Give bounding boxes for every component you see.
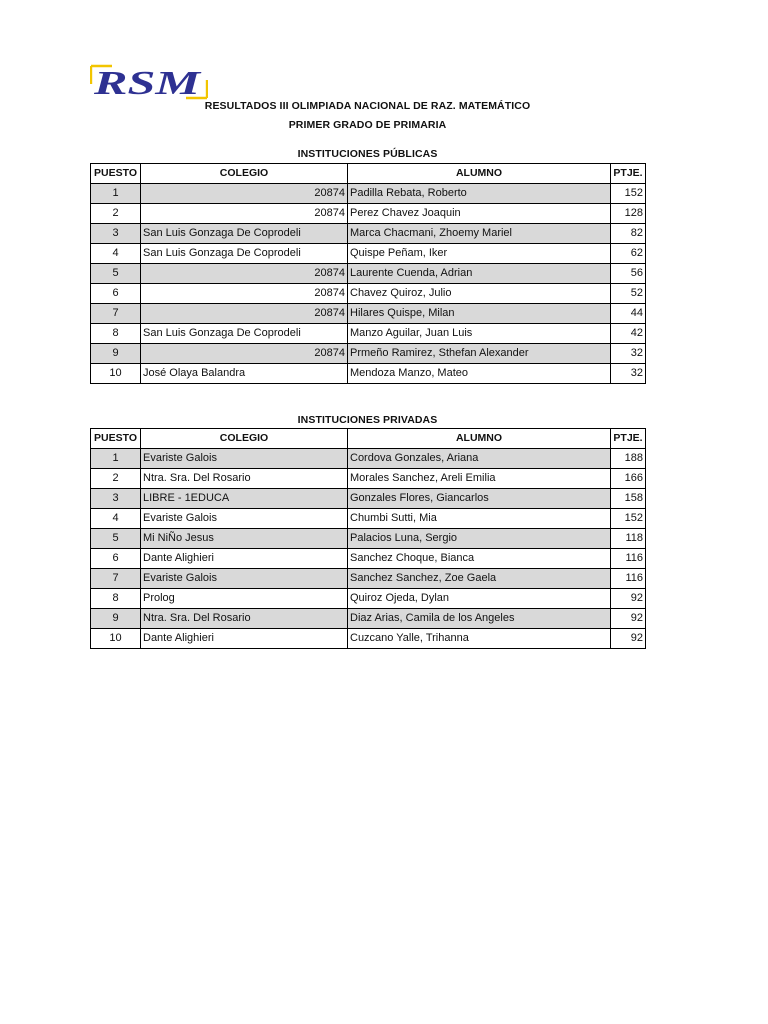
cell-colegio: San Luis Gonzaga De Coprodeli <box>141 324 348 344</box>
header-ptje: PTJE. <box>611 429 646 449</box>
cell-alumno: Gonzales Flores, Giancarlos <box>348 489 611 509</box>
cell-colegio: Evariste Galois <box>141 449 348 469</box>
cell-alumno: Perez Chavez Joaquin <box>348 204 611 224</box>
cell-colegio: San Luis Gonzaga De Coprodeli <box>141 224 348 244</box>
cell-puesto: 3 <box>91 224 141 244</box>
cell-colegio: 20874 <box>141 204 348 224</box>
table-row <box>91 549 646 569</box>
table-row <box>91 204 646 224</box>
cell-alumno: Laurente Cuenda, Adrian <box>348 264 611 284</box>
cell-puesto: 8 <box>91 589 141 609</box>
cell-ptje: 32 <box>611 344 646 364</box>
cell-ptje: 152 <box>611 184 646 204</box>
cell-ptje: 92 <box>611 589 646 609</box>
table-row <box>91 449 646 469</box>
cell-puesto: 9 <box>91 609 141 629</box>
table-row <box>91 489 646 509</box>
table-row <box>91 589 646 609</box>
publicas-section-title: INSTITUCIONES PÚBLICAS <box>297 148 438 160</box>
table-row <box>91 224 646 244</box>
cell-ptje: 118 <box>611 529 646 549</box>
publicas-table <box>90 163 646 384</box>
cell-puesto: 2 <box>91 469 141 489</box>
cell-alumno: Cuzcano Yalle, Trihanna <box>348 629 611 649</box>
cell-colegio: Ntra. Sra. Del Rosario <box>141 609 348 629</box>
cell-puesto: 5 <box>91 264 141 284</box>
cell-puesto: 6 <box>91 549 141 569</box>
header-colegio: COLEGIO <box>141 429 348 449</box>
cell-colegio: Dante Alighieri <box>141 629 348 649</box>
cell-puesto: 10 <box>91 364 141 384</box>
cell-colegio: LIBRE - 1EDUCA <box>141 489 348 509</box>
cell-puesto: 4 <box>91 244 141 264</box>
table-row <box>91 304 646 324</box>
cell-puesto: 5 <box>91 529 141 549</box>
table-row <box>91 244 646 264</box>
table-header-row <box>91 164 646 184</box>
table-row <box>91 509 646 529</box>
cell-puesto: 1 <box>91 184 141 204</box>
cell-alumno: Quispe Peñam, Iker <box>348 244 611 264</box>
privadas-table <box>90 428 646 649</box>
cell-ptje: 158 <box>611 489 646 509</box>
cell-puesto: 4 <box>91 509 141 529</box>
cell-colegio: Ntra. Sra. Del Rosario <box>141 469 348 489</box>
privadas-section-title: INSTITUCIONES PRIVADAS <box>297 414 438 426</box>
cell-alumno: Palacios Luna, Sergio <box>348 529 611 549</box>
cell-colegio: 20874 <box>141 304 348 324</box>
table-row <box>91 609 646 629</box>
cell-ptje: 82 <box>611 224 646 244</box>
cell-ptje: 62 <box>611 244 646 264</box>
cell-puesto: 7 <box>91 304 141 324</box>
cell-ptje: 166 <box>611 469 646 489</box>
table-row <box>91 629 646 649</box>
table-row <box>91 324 646 344</box>
cell-alumno: Marca Chacmani, Zhoemy Mariel <box>348 224 611 244</box>
table-row <box>91 364 646 384</box>
cell-alumno: Prmeño Ramirez, Sthefan Alexander <box>348 344 611 364</box>
cell-alumno: Padilla Rebata, Roberto <box>348 184 611 204</box>
cell-colegio: Dante Alighieri <box>141 549 348 569</box>
cell-ptje: 52 <box>611 284 646 304</box>
cell-alumno: Chumbi Sutti, Mia <box>348 509 611 529</box>
cell-colegio: Prolog <box>141 589 348 609</box>
cell-alumno: Sanchez Choque, Bianca <box>348 549 611 569</box>
header-alumno: ALUMNO <box>348 164 611 184</box>
cell-ptje: 32 <box>611 364 646 384</box>
cell-ptje: 56 <box>611 264 646 284</box>
cell-alumno: Morales Sanchez, Areli Emilia <box>348 469 611 489</box>
cell-colegio: 20874 <box>141 264 348 284</box>
cell-puesto: 8 <box>91 324 141 344</box>
cell-alumno: Quiroz Ojeda, Dylan <box>348 589 611 609</box>
header-puesto: PUESTO <box>91 429 141 449</box>
cell-puesto: 6 <box>91 284 141 304</box>
cell-colegio: 20874 <box>141 284 348 304</box>
cell-puesto: 2 <box>91 204 141 224</box>
cell-alumno: Chavez Quiroz, Julio <box>348 284 611 304</box>
cell-colegio: 20874 <box>141 344 348 364</box>
cell-colegio: Mi NiÑo Jesus <box>141 529 348 549</box>
header-puesto: PUESTO <box>91 164 141 184</box>
cell-alumno: Mendoza Manzo, Mateo <box>348 364 611 384</box>
table-row <box>91 264 646 284</box>
table-row <box>91 284 646 304</box>
cell-colegio: 20874 <box>141 184 348 204</box>
cell-ptje: 188 <box>611 449 646 469</box>
cell-ptje: 92 <box>611 609 646 629</box>
cell-ptje: 128 <box>611 204 646 224</box>
cell-colegio: San Luis Gonzaga De Coprodeli <box>141 244 348 264</box>
cell-ptje: 116 <box>611 549 646 569</box>
cell-ptje: 42 <box>611 324 646 344</box>
document-subtitle: PRIMER GRADO DE PRIMARIA <box>288 119 447 131</box>
rsm-logo <box>90 64 208 100</box>
cell-alumno: Cordova Gonzales, Ariana <box>348 449 611 469</box>
cell-alumno: Hilares Quispe, Milan <box>348 304 611 324</box>
table-row <box>91 569 646 589</box>
table-header-row <box>91 429 646 449</box>
cell-colegio: Evariste Galois <box>141 569 348 589</box>
cell-puesto: 3 <box>91 489 141 509</box>
table-row <box>91 344 646 364</box>
table-row <box>91 529 646 549</box>
cell-colegio: José Olaya Balandra <box>141 364 348 384</box>
cell-alumno: Diaz Arias, Camila de los Angeles <box>348 609 611 629</box>
cell-puesto: 1 <box>91 449 141 469</box>
table-row <box>91 469 646 489</box>
cell-puesto: 9 <box>91 344 141 364</box>
cell-ptje: 116 <box>611 569 646 589</box>
cell-alumno: Manzo Aguilar, Juan Luis <box>348 324 611 344</box>
document-title: RESULTADOS III OLIMPIADA NACIONAL DE RAZ. MATEMÁTICO <box>204 100 531 112</box>
cell-puesto: 10 <box>91 629 141 649</box>
header-ptje: PTJE. <box>611 164 646 184</box>
header-alumno: ALUMNO <box>348 429 611 449</box>
cell-ptje: 92 <box>611 629 646 649</box>
cell-alumno: Sanchez Sanchez, Zoe Gaela <box>348 569 611 589</box>
cell-colegio: Evariste Galois <box>141 509 348 529</box>
rsm-logo-text: RSM <box>92 65 203 100</box>
cell-ptje: 152 <box>611 509 646 529</box>
cell-puesto: 7 <box>91 569 141 589</box>
cell-ptje: 44 <box>611 304 646 324</box>
table-row <box>91 184 646 204</box>
header-colegio: COLEGIO <box>141 164 348 184</box>
